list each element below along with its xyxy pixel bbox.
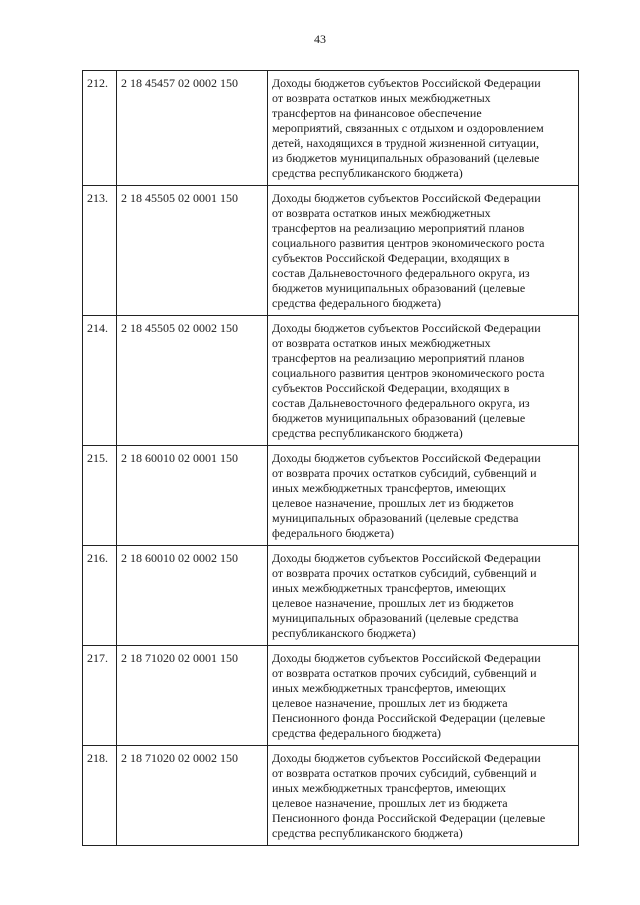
revenue-description <box>268 316 579 446</box>
table-row <box>83 546 579 646</box>
description-line: от возврата остатков прочих субсидий, субвенций и <box>272 666 537 680</box>
description-line: иных межбюджетных трансфертов, имеющих <box>272 681 506 695</box>
description-line: трансфертов на финансовое обеспечение <box>272 106 482 120</box>
revenue-description <box>268 546 579 646</box>
revenue-code: 2 18 71020 02 0002 150 <box>117 746 268 846</box>
description-line: средства федерального бюджета) <box>272 726 442 740</box>
description-line: субъектов Российской Федерации, входящих в <box>272 381 510 395</box>
revenue-description <box>268 446 579 546</box>
description-line: средства федерального бюджета) <box>272 296 442 310</box>
table-row <box>83 446 579 546</box>
description-line: целевое назначение, прошлых лет из бюджетов <box>272 496 514 510</box>
description-line: муниципальных образований (целевые средства <box>272 511 519 525</box>
revenue-code: 2 18 60010 02 0002 150 <box>117 546 268 646</box>
description-line: Доходы бюджетов субъектов Российской Федерации <box>272 321 541 335</box>
description-line: Доходы бюджетов субъектов Российской Федерации <box>272 451 541 465</box>
revenue-description <box>268 71 579 186</box>
description-line: состав Дальневосточного федерального округа, из <box>272 396 530 410</box>
description-line: целевое назначение, прошлых лет из бюджета <box>272 796 508 810</box>
description-line: иных межбюджетных трансфертов, имеющих <box>272 481 506 495</box>
description-line: федерального бюджета) <box>272 526 395 540</box>
revenue-code: 2 18 45457 02 0002 150 <box>117 71 268 186</box>
description-line: Доходы бюджетов субъектов Российской Федерации <box>272 751 541 765</box>
description-line: трансфертов на реализацию мероприятий планов <box>272 221 525 235</box>
description-line: Пенсионного фонда Российской Федерации (целевые <box>272 711 546 725</box>
description-line: состав Дальневосточного федерального округа, из <box>272 266 530 280</box>
table-row <box>83 646 579 746</box>
description-line: социального развития центров экономического роста <box>272 236 545 250</box>
description-line: Доходы бюджетов субъектов Российской Федерации <box>272 191 541 205</box>
revenue-code: 2 18 45505 02 0002 150 <box>117 316 268 446</box>
description-line: муниципальных образований (целевые средства <box>272 611 519 625</box>
description-line: детей, находящихся в трудной жизненной ситуации, <box>272 136 539 150</box>
description-line: Доходы бюджетов субъектов Российской Федерации <box>272 76 541 90</box>
description-line: из бюджетов муниципальных образований (целевые <box>272 151 540 165</box>
revenue-code: 2 18 45505 02 0001 150 <box>117 186 268 316</box>
description-line: целевое назначение, прошлых лет из бюджетов <box>272 596 514 610</box>
description-line: мероприятий, связанных с отдыхом и оздоровлением <box>272 121 544 135</box>
description-line: бюджетов муниципальных образований (целевые <box>272 281 526 295</box>
description-line: от возврата прочих остатков субсидий, субвенций и <box>272 466 537 480</box>
row-number: 216. <box>83 546 117 646</box>
row-number: 218. <box>83 746 117 846</box>
description-line: субъектов Российской Федерации, входящих в <box>272 251 510 265</box>
description-line: средства республиканского бюджета) <box>272 166 463 180</box>
description-line: целевое назначение, прошлых лет из бюджета <box>272 696 508 710</box>
description-line: от возврата остатков прочих субсидий, субвенций и <box>272 766 537 780</box>
row-number: 212. <box>83 71 117 186</box>
revenue-description <box>268 186 579 316</box>
revenue-code: 2 18 60010 02 0001 150 <box>117 446 268 546</box>
description-line: республиканского бюджета) <box>272 626 416 640</box>
description-line: средства республиканского бюджета) <box>272 426 463 440</box>
table-row <box>83 71 579 186</box>
revenue-code: 2 18 71020 02 0001 150 <box>117 646 268 746</box>
description-line: иных межбюджетных трансфертов, имеющих <box>272 581 506 595</box>
description-line: от возврата прочих остатков субсидий, субвенций и <box>272 566 537 580</box>
description-line: социального развития центров экономического роста <box>272 366 545 380</box>
description-line: Пенсионного фонда Российской Федерации (целевые <box>272 811 546 825</box>
revenue-description <box>268 646 579 746</box>
row-number: 215. <box>83 446 117 546</box>
description-line: от возврата остатков иных межбюджетных <box>272 336 491 350</box>
table-body <box>83 71 579 846</box>
description-line: трансфертов на реализацию мероприятий планов <box>272 351 525 365</box>
row-number: 213. <box>83 186 117 316</box>
description-line: Доходы бюджетов субъектов Российской Федерации <box>272 651 541 665</box>
table-row <box>83 316 579 446</box>
description-line: Доходы бюджетов субъектов Российской Федерации <box>272 551 541 565</box>
revenue-description <box>268 746 579 846</box>
row-number: 214. <box>83 316 117 446</box>
table-row <box>83 186 579 316</box>
description-line: от возврата остатков иных межбюджетных <box>272 206 491 220</box>
description-line: средства республиканского бюджета) <box>272 826 463 840</box>
revenue-codes-table <box>82 70 579 846</box>
description-line: бюджетов муниципальных образований (целевые <box>272 411 526 425</box>
page-number: 43 <box>314 32 326 46</box>
table-row <box>83 746 579 846</box>
row-number: 217. <box>83 646 117 746</box>
description-line: от возврата остатков иных межбюджетных <box>272 91 491 105</box>
description-line: иных межбюджетных трансфертов, имеющих <box>272 781 506 795</box>
